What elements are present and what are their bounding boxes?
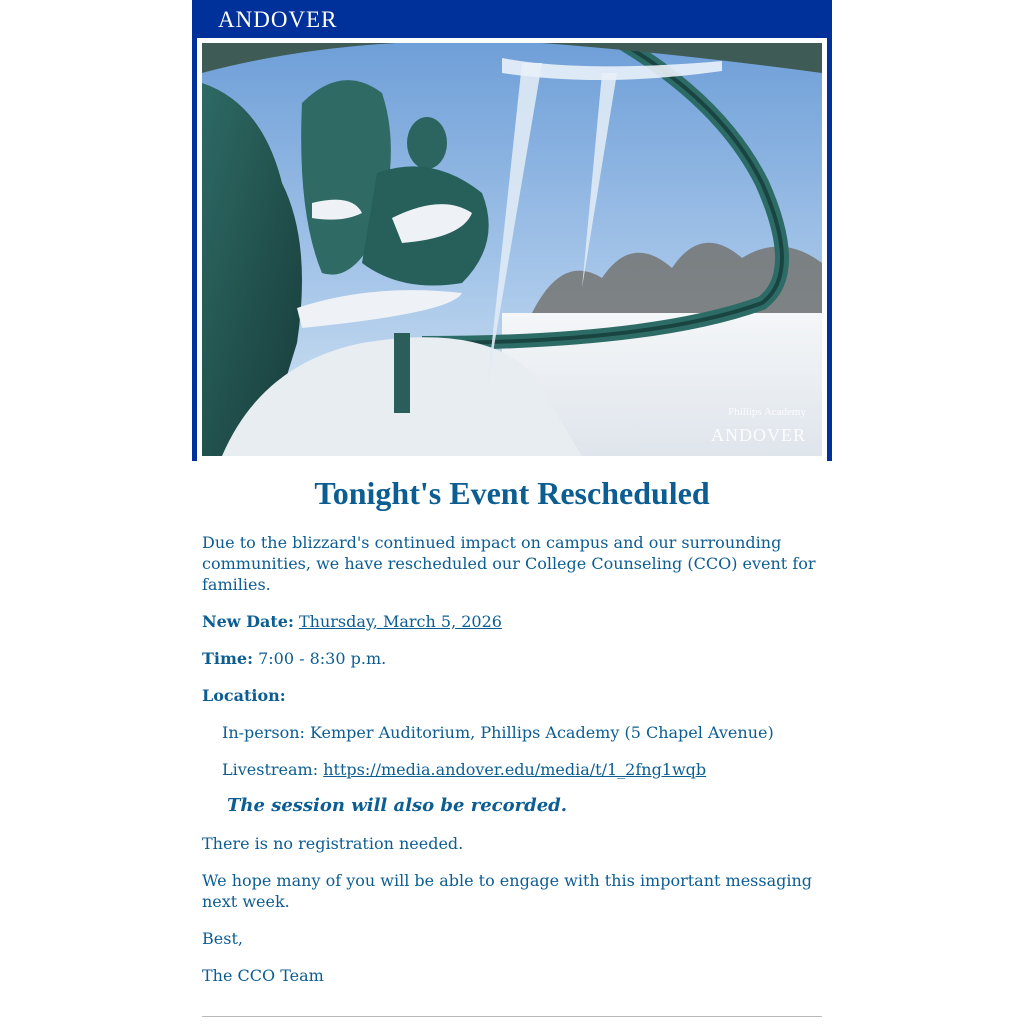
new-date-line: [202, 611, 822, 632]
hero-image: [202, 43, 822, 456]
divider: [202, 1016, 822, 1017]
new-date-link[interactable]: Thursday, March 5, 2026: [298, 612, 502, 631]
in-person-line: In-person: Kemper Auditorium, Phillips Academy (5 Chapel Avenue): [222, 723, 774, 742]
time-label: Time:: [202, 649, 253, 668]
livestream-line: [222, 759, 842, 780]
livestream-label: Livestream:: [222, 760, 319, 779]
recorded-note: The session will also be recorded.: [227, 795, 568, 816]
new-date-label: New Date:: [202, 612, 294, 631]
location-line: [202, 685, 822, 706]
closing-line: Best,: [202, 929, 243, 948]
email-title: Tonight's Event Rescheduled: [314, 475, 710, 511]
registration-note: There is no registration needed.: [202, 834, 464, 853]
email-content: [202, 473, 822, 985]
signature-line: The CCO Team: [202, 966, 324, 985]
watermark-small-text: Phillips Academy: [728, 406, 806, 418]
photo-watermark: [711, 407, 806, 444]
campus-sculpture-photo-icon: [202, 43, 822, 456]
time-value: 7:00 - 8:30 p.m.: [258, 649, 387, 668]
livestream-link[interactable]: https://media.andover.edu/media/t/1_2fng1wqb: [323, 760, 707, 779]
location-label: Location:: [202, 686, 286, 705]
brand-logo[interactable]: ANDOVER: [218, 7, 338, 32]
time-line: [202, 648, 822, 669]
header-banner: [192, 0, 832, 461]
watermark-big-text: ANDOVER: [711, 425, 806, 445]
intro-paragraph: Due to the blizzard's continued impact on campus and our surrounding communities, we have rescheduled our College Counseling (CCO) event for families.: [202, 533, 816, 594]
hope-paragraph: We hope many of you will be able to engage with this important messaging next week.: [202, 871, 813, 911]
